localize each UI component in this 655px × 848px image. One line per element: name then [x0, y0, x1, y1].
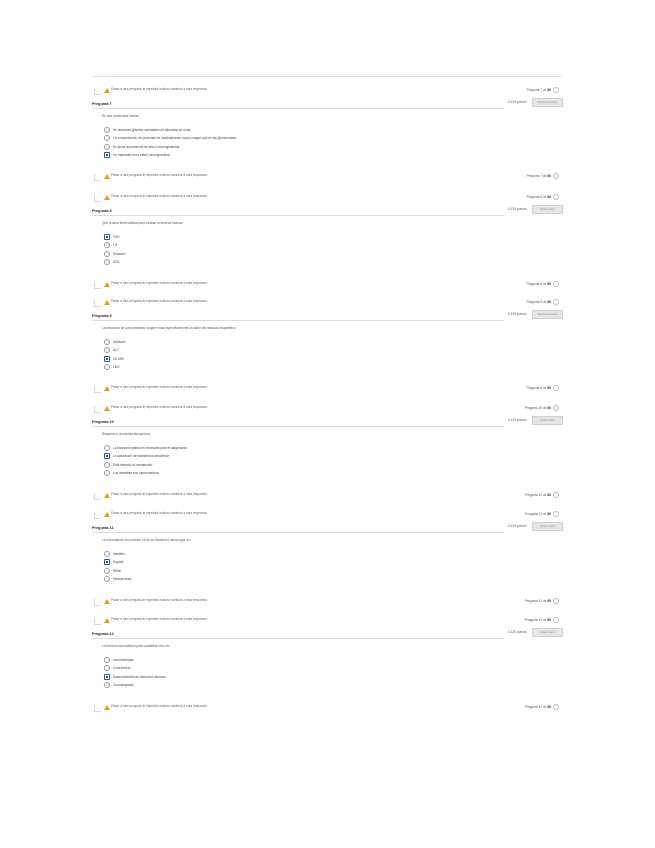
warning-icon [104, 599, 110, 604]
pager-current: 11 [538, 598, 543, 603]
question-nav-top [0, 512, 655, 522]
question-divider [92, 320, 504, 321]
nav-warning-message: Pasar a otra pregunta le impedirá realizar cambios a esta respuesta [111, 385, 207, 389]
question-divider [92, 638, 504, 639]
question-nav-bottom [0, 599, 655, 607]
question-divider [92, 108, 504, 109]
question-header [0, 102, 655, 110]
question-header [0, 632, 655, 640]
pager-icon[interactable] [553, 173, 559, 179]
pager-current: 12 [538, 617, 543, 622]
question-nav-top [0, 88, 655, 98]
question-divider [92, 215, 504, 216]
question-block [0, 299, 655, 390]
answer-option[interactable] [104, 147, 170, 158]
pager-icon[interactable] [553, 385, 559, 391]
answer-option[interactable] [104, 333, 126, 344]
nav-warning-message: Pasar a otra pregunta le impedirá realizar cambios a esta respuesta [111, 704, 207, 708]
nav-corner [94, 705, 101, 712]
answer-option-label: SDS [113, 260, 120, 265]
warning-icon [104, 618, 110, 623]
nav-warning-message: Pasar a otra pregunta le impedirá realizar cambios a esta respuesta [111, 617, 207, 621]
pager-current: 10 [538, 492, 543, 497]
question-header [0, 420, 655, 428]
question-nav-top [0, 195, 655, 205]
question-header [0, 314, 655, 322]
warning-icon [104, 512, 110, 517]
question-points: 0,125 puntos [508, 207, 527, 211]
question-title: Pregunta 10 [92, 420, 114, 424]
radio-unchecked-icon[interactable] [104, 576, 110, 582]
answer-option-label: Está elevado el hematocrito [113, 462, 153, 467]
pager-icon[interactable] [553, 598, 559, 604]
answer-option-label: LH [113, 243, 118, 248]
question-pager[interactable]: Pregunta 12 de 80 [525, 617, 559, 623]
nav-warning-message: Pasar a otra pregunta le impedirá realizar cambios a esta respuesta [111, 492, 207, 496]
nav-corner [94, 618, 101, 625]
answer-option-label: Estradiol [113, 251, 126, 256]
pager-icon[interactable] [553, 405, 559, 411]
pager-current: 8 [540, 194, 543, 199]
pager-icon[interactable] [553, 87, 559, 93]
radio-unchecked-icon[interactable] [104, 470, 110, 476]
question-pager[interactable]: Pregunta 11 de 80 [525, 598, 559, 604]
question-block [0, 617, 655, 709]
answer-option-label: La biopsia hepática es necesaria para el diagnóstico [113, 445, 188, 450]
answer-option[interactable] [104, 677, 134, 688]
pager-current: 7 [540, 87, 543, 92]
nav-corner [94, 386, 101, 393]
question-block [0, 511, 655, 603]
warning-icon [104, 174, 110, 179]
question-pager[interactable]: Pregunta 10 de 80 [525, 492, 559, 498]
warning-icon [104, 386, 110, 391]
answer-option-label: Aldolasa [113, 339, 126, 344]
answer-option[interactable] [104, 439, 188, 450]
answer-option-label: La concentración de proteínas es habitualmente mucho mayor que en las glomerulares [113, 136, 237, 141]
warning-icon [104, 195, 110, 200]
question-points: 0,125 puntos [508, 524, 527, 528]
question-block [0, 87, 655, 178]
answer-option-label: Es típica la presencia de alfa-2-macroglobulina [113, 144, 180, 149]
answer-option-label: Se observan grandes cantidades de albúmina en orina [113, 127, 191, 132]
nav-corner [94, 300, 101, 307]
question-stem: La elevación de qué parámetro sugiere más específicamente un daño del músculo esquelético: [102, 326, 237, 330]
answer-option[interactable] [104, 545, 126, 556]
answer-option[interactable] [104, 228, 120, 239]
nav-warning-message: Pasar a otra pregunta le impedirá realizar cambios a esta respuesta [111, 194, 207, 198]
answer-option[interactable] [104, 359, 120, 370]
warning-icon [104, 300, 110, 305]
pager-current: 9 [540, 385, 543, 390]
nav-corner [94, 493, 101, 500]
answer-option[interactable] [104, 121, 191, 132]
question-nav-top [0, 406, 655, 416]
answer-option[interactable] [104, 651, 134, 662]
question-nav-bottom [0, 386, 655, 394]
question-title: Pregunta 12 [92, 632, 114, 636]
answer-option-label: Riñón [113, 568, 122, 573]
answer-option[interactable] [104, 456, 153, 467]
question-stem: Respecto a la anemia ferropénica: [102, 432, 151, 436]
question-pager[interactable]: Pregunta 7 de 80 [527, 87, 559, 93]
question-header [0, 526, 655, 534]
question-title: Pregunta 9 [92, 314, 112, 318]
answer-option[interactable] [104, 254, 120, 265]
nav-warning-message: Pasar a otra pregunta le impedirá realizar cambios a esta respuesta [111, 173, 207, 177]
question-stem: Qué prueba tiene utilidad para evaluar la reserva ovárica: [102, 221, 184, 225]
answer-option[interactable] [104, 668, 166, 679]
question-title: Pregunta 8 [92, 209, 112, 213]
question-pager[interactable]: Pregunta 8 de 80 [527, 194, 559, 200]
answer-option-label: Inmunoensayo [113, 657, 134, 662]
nav-warning-message: Pasar a otra pregunta le impedirá realizar cambios a esta respuesta [111, 87, 207, 91]
warning-icon [104, 282, 110, 287]
nav-warning-message: Pasar a otra pregunta le impedirá realizar cambios a esta respuesta [111, 511, 207, 515]
question-stem: En una proteinuria tubular: [102, 114, 140, 118]
nav-corner [94, 282, 101, 289]
warning-icon [104, 406, 110, 411]
answer-option-label: FSH [113, 234, 120, 239]
warning-icon [104, 493, 110, 498]
question-pager[interactable]: Pregunta 9 de 80 [527, 385, 559, 391]
answer-option-label: Espectrometría de absorción atómica [113, 674, 166, 679]
nav-corner [94, 174, 101, 181]
answer-option-label: Colorimetría [113, 666, 131, 671]
answer-option-label: LDH [113, 365, 120, 370]
answer-option-label: Cromatografía [113, 683, 134, 688]
question-pager[interactable]: Pregunta 9 de 80 [527, 299, 559, 305]
nav-corner [94, 406, 101, 413]
flag-question-button[interactable]: Quitar marca [532, 416, 563, 425]
flag-question-button[interactable]: Marcar respuesta [532, 310, 563, 319]
question-stem: La hidroxilación en posición 25 de la Vitamina D tiene lugar en: [102, 538, 191, 542]
question-title: Pregunta 7 [92, 102, 112, 106]
answer-option-label: Intestino [113, 551, 126, 556]
pager-current: 12 [538, 704, 543, 709]
question-divider [92, 532, 504, 533]
pager-current: 9 [540, 299, 543, 304]
question-pager[interactable]: Pregunta 10 de 80 [525, 405, 559, 411]
question-nav-bottom [0, 493, 655, 501]
flag-question-button[interactable]: Quitar marca [532, 628, 563, 637]
question-points: 0,125 puntos [508, 312, 527, 316]
warning-icon [104, 705, 110, 710]
pager-icon[interactable] [553, 299, 559, 305]
question-block [0, 405, 655, 497]
pager-current: 7 [540, 173, 543, 178]
answer-option-label: La saturación de transferrina desciende [113, 454, 169, 459]
top-divider [92, 76, 562, 77]
pager-icon[interactable] [553, 194, 559, 200]
warning-icon [104, 88, 110, 93]
answer-option-label: ALT [113, 348, 119, 353]
question-pager[interactable]: Pregunta 8 de 80 [527, 281, 559, 287]
radio-unchecked-icon[interactable] [104, 682, 110, 688]
answer-option[interactable] [104, 448, 169, 459]
pager-current: 10 [538, 405, 543, 410]
question-stem: La técnica más habitual para cuantificar zinc es: [102, 644, 170, 648]
flag-question-button[interactable]: Marcar respuesta [532, 98, 563, 107]
nav-warning-message: Pasar a otra pregunta le impedirá realizar cambios a esta respuesta [111, 598, 207, 602]
question-pager[interactable]: Pregunta 11 de 80 [525, 511, 559, 517]
question-points: 0,125 puntos [508, 630, 527, 634]
radio-unchecked-icon[interactable] [104, 364, 110, 370]
question-nav-bottom [0, 705, 655, 713]
answer-option-label: Médula ósea [113, 577, 132, 582]
flag-question-button[interactable]: Quitar marca [532, 205, 563, 214]
answer-option-label: CK-MM [113, 356, 124, 361]
question-pager[interactable]: Pregunta 7 de 80 [527, 173, 559, 179]
question-points: 0,125 puntos [508, 418, 527, 422]
pager-icon[interactable] [553, 704, 559, 710]
nav-corner [94, 88, 101, 95]
pager-current: 8 [540, 281, 543, 286]
question-nav-top [0, 618, 655, 628]
pager-icon[interactable] [553, 492, 559, 498]
question-block [0, 194, 655, 286]
question-divider [92, 426, 504, 427]
question-header [0, 209, 655, 217]
answer-option-label: Los hematíes son hipercrómicos [113, 471, 159, 476]
question-pager[interactable]: Pregunta 12 de 80 [525, 704, 559, 710]
nav-warning-message: Pasar a otra pregunta le impedirá realizar cambios a esta respuesta [111, 299, 207, 303]
pager-current: 11 [538, 511, 543, 516]
nav-corner [94, 599, 101, 606]
question-nav-top [0, 300, 655, 310]
radio-unchecked-icon[interactable] [104, 259, 110, 265]
nav-warning-message: Pasar a otra pregunta le impedirá realizar cambios a esta respuesta [111, 281, 207, 285]
pager-icon[interactable] [553, 617, 559, 623]
answer-option[interactable] [104, 245, 126, 256]
question-nav-bottom [0, 282, 655, 290]
answer-option-label: Un marcador es la beta2-microglobulina [113, 153, 170, 158]
nav-corner [94, 512, 101, 519]
question-points: 0,125 puntos [508, 100, 527, 104]
answer-option[interactable] [104, 350, 124, 361]
pager-icon[interactable] [553, 511, 559, 517]
answer-option-label: Hígado [113, 560, 124, 565]
radio-checked-icon[interactable] [104, 152, 110, 158]
question-nav-bottom [0, 174, 655, 182]
nav-corner [94, 195, 101, 202]
pager-icon[interactable] [553, 281, 559, 287]
nav-warning-message: Pasar a otra pregunta le impedirá realizar cambios a esta respuesta [111, 405, 207, 409]
answer-option[interactable] [104, 138, 180, 149]
flag-question-button[interactable]: Quitar marca [532, 522, 563, 531]
answer-option[interactable] [104, 660, 131, 671]
answer-option[interactable] [104, 342, 119, 353]
question-title: Pregunta 11 [92, 526, 114, 530]
